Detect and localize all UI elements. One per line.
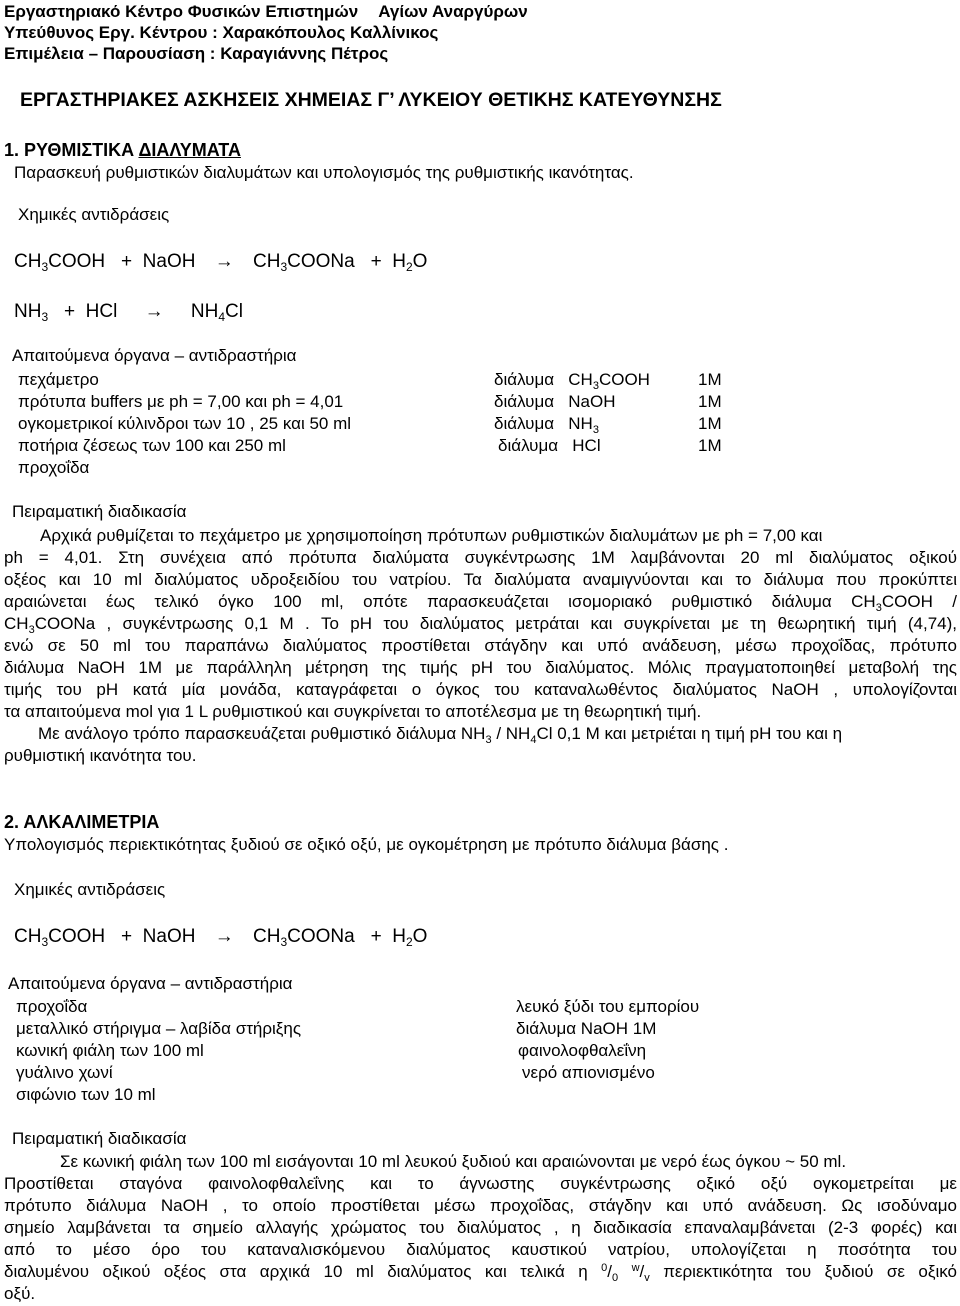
r-sub: 4 [218, 310, 226, 324]
r-text: NaOH [142, 926, 196, 947]
r-sub: 2 [405, 935, 413, 949]
s2-q6-slash2: / [639, 1262, 645, 1281]
s2-q6-slash1: / [607, 1262, 613, 1281]
section2-procedure-label: Πειραματική διαδικασία [12, 1129, 187, 1148]
s1-p5-text-b: COONa , συγκέντρωσης 0,1 M . Το pH του διαλύματος μετράται και συγκρίνεται με τη θεωρητική τιμή (4,74), [34, 614, 957, 633]
s1-procedure-line: διάλυμα NaOH 1M με παράλληλη μέτρηση της τιμής pH του διαλύματος. Μόλις πραγματοποιηθεί μεταβολή της [4, 658, 957, 677]
s2-solution: λευκό ξύδι του εμπορίου [516, 997, 700, 1016]
r-sub: 3 [41, 260, 49, 274]
section1-title-a: 1. ΡΥΘΜΙΣΤΙΚΑ [4, 140, 139, 160]
s1-instrument: ποτήρια ζέσεως των 100 και 250 ml [18, 436, 286, 455]
sol-word: διάλυμα [494, 392, 555, 411]
section2-materials-label: Απαιτούμενα όργανα – αντιδραστήρια [8, 974, 293, 993]
r-sub: 2 [405, 260, 413, 274]
r-plus: + [120, 926, 133, 947]
s2-procedure-line [4, 1262, 957, 1282]
r-text: COOH [48, 251, 106, 272]
s2-procedure-line: Προστίθεται σταγόνα φαινολοφθαλεΐνης και το άγνωστης συγκέντρωσης οξικό οξύ ογκομετρείται με [4, 1174, 957, 1193]
r-text: Cl [225, 301, 243, 322]
arrow-icon: → [214, 251, 234, 272]
section1-title-b: ΔΙΑΛΥΜΑΤΑ [138, 140, 241, 160]
section1-materials-label: Απαιτούμενα όργανα – αντιδραστήρια [12, 346, 297, 365]
s1-p10-sub1: 3 [485, 734, 492, 746]
sol-formula: HCl [572, 436, 601, 455]
lab-center-name-a: Εργαστηριακό Κέντρο Φυσικών Επιστημών [4, 2, 359, 21]
s1-reaction-2 [14, 302, 243, 322]
r-text: CH [14, 251, 42, 272]
s2-reaction-1 [14, 927, 427, 947]
sol-formula: COOH [598, 370, 650, 389]
section2-subtitle: Υπολογισμός περιεκτικότητας ξυδιού σε οξικό οξύ, με ογκομέτρηση με πρότυπο διάλυμα βάσης . [4, 835, 729, 854]
s2-procedure-line: από το μέσο όρο του καταναλισκόμενου διαλύματος καυστικού νατρίου, υπολογίζεται η ποσότητα του [4, 1240, 957, 1259]
r-text: COOH [48, 926, 106, 947]
s1-instrument: ογκομετρικοί κύλινδροι των 10 , 25 και 50 ml [18, 414, 352, 433]
sol-word: διάλυμα [494, 370, 555, 389]
r-plus: + [120, 251, 133, 272]
s1-p10-text-c: Cl 0,1 M και μετριέται η τιμή pH του και η [536, 724, 843, 743]
s1-procedure-line [4, 592, 957, 612]
section1-reactions-label: Χημικές αντιδράσεις [18, 205, 170, 224]
s2-q6-sub1: 0 [612, 1272, 619, 1284]
s1-procedure-line: Αρχικά ρυθμίζεται το πεχάμετρο με χρησιμοποίηση πρότυπων ρυθμιστικών διαλυμάτων με ph = 7,00 και [40, 526, 823, 545]
s1-reaction-1 [14, 252, 427, 272]
s1-p5-text-a: CH [4, 614, 29, 633]
r-plus: + [370, 926, 382, 947]
s2-procedure-line: πρότυπο διάλυμα NaOH , το οποίο προστίθεται μέσω προχοΐδας, στάγδην και υπό ανάδευση. Ως ισοδύναμο [4, 1196, 957, 1215]
s1-solution-conc: 1M [698, 414, 722, 433]
s1-p10-sub2: 4 [530, 734, 537, 746]
lab-editor: Επιμέλεια – Παρουσίαση : Καραγιάννης Πέτρος [4, 44, 389, 63]
sol-formula: NH [568, 414, 593, 433]
s1-solution [494, 392, 616, 412]
r-text: CH [253, 251, 281, 272]
sol-word: διάλυμα [498, 436, 559, 455]
s2-procedure-line: Σε κωνική φιάλη των 100 ml εισάγονται 10 ml λευκού ξυδιού και αραιώνονται με νερό έως όγκου ~ 50 ml. [60, 1152, 847, 1171]
section1-subtitle: Παρασκευή ρυθμιστικών διαλυμάτων και υπολογισμός της ρυθμιστικής ικανότητας. [14, 163, 634, 182]
s2-instrument: κωνική φιάλη των 100 ml [16, 1041, 204, 1060]
lab-supervisor: Υπεύθυνος Εργ. Κέντρου : Χαρακόπουλος Καλλίνικος [4, 23, 439, 42]
r-text: H [392, 926, 406, 947]
s1-procedure-line: τιμής του pH κατά μία μονάδα, καταγράφεται ο όγκος του καταναλωθέντος διαλύματος NaOH , υπολογίζονται [4, 680, 957, 699]
sol-word: διάλυμα [494, 414, 555, 433]
r-text: CH [253, 926, 281, 947]
sol-formula: CH [568, 370, 593, 389]
s1-solution-conc: 1M [698, 436, 722, 455]
r-text: HCl [85, 301, 118, 322]
r-sub: 3 [280, 935, 288, 949]
s1-p10-text-b: / NH [491, 724, 531, 743]
section2-reactions-label: Χημικές αντιδράσεις [14, 880, 166, 899]
r-text: O [412, 926, 428, 947]
r-plus: + [370, 251, 382, 272]
s2-solution: διάλυμα NaOH 1M [516, 1019, 657, 1038]
s1-procedure-line: οξέος και 10 ml διαλύματος υδροξειδίου του νατρίου. Τα διαλύματα αναμιγνύονται και το διάλυμα που προκύπτει [4, 570, 957, 589]
s2-q6-sup2: w [631, 1262, 640, 1274]
s1-solution-conc: 1M [698, 392, 722, 411]
s2-q6-sup1: 0 [601, 1262, 608, 1274]
s1-procedure-line [38, 724, 842, 744]
s1-instrument: πεχάμετρο [18, 370, 99, 389]
r-text: O [412, 251, 428, 272]
section2-title: 2. ΑΛΚΑΛΙΜΕΤΡΙΑ [4, 812, 160, 832]
s1-p4-text: αραιώνεται έως τελικό όγκο 100 ml, οπότε παρασκευάζεται ισομοριακό ρυθμιστικό διάλυμα CH [4, 592, 876, 611]
r-sub: 3 [41, 310, 49, 324]
s1-p5-sub: 3 [28, 624, 35, 636]
s1-p4-text-b: COOH / [881, 592, 957, 611]
r-text: NH [14, 301, 42, 322]
s2-instrument: προχοΐδα [16, 997, 88, 1016]
r-sub: 3 [41, 935, 49, 949]
s1-solution [494, 370, 650, 390]
s2-solution: φαινολοφθαλεΐνη [518, 1041, 647, 1060]
sol-sub: 3 [592, 380, 599, 392]
lab-center-name-b: Αγίων Αναργύρων [378, 2, 528, 21]
r-plus: + [63, 301, 76, 322]
section1-procedure-label: Πειραματική διαδικασία [12, 502, 187, 521]
s1-procedure-line [4, 614, 957, 634]
s2-q6-sub2: v [644, 1272, 650, 1284]
s2-instrument: γυάλινο χωνί [16, 1063, 113, 1082]
r-text: NH [190, 301, 219, 322]
s1-instrument: προχοΐδα [18, 458, 90, 477]
s2-procedure-line: σημείο λαμβάνεται τα σημείο αλλαγής χρώματος του διαλύματος , η διαδικασία επαναλαμβάνεται (2-3 φορές) και [4, 1218, 957, 1237]
s1-procedure-line: ρυθμιστική ικανότητα του. [4, 746, 197, 765]
s1-instrument: πρότυπα buffers με ph = 7,00 και ph = 4,01 [18, 392, 344, 411]
r-sub: 3 [280, 260, 288, 274]
s2-q6-text-a: διαλυμένου οξικού οξέος στα αρχικά 10 ml διαλύματος και τελικά η [4, 1262, 602, 1281]
arrow-icon: → [214, 926, 234, 947]
s2-solution: νερό απιονισμένο [522, 1063, 655, 1082]
s1-solution [494, 414, 599, 434]
sol-formula: NaOH [568, 392, 616, 411]
r-text: H [392, 251, 406, 272]
s1-solution [498, 436, 601, 456]
s2-procedure-line: οξύ. [4, 1284, 36, 1303]
s2-instrument: σιφώνιο των 10 ml [16, 1085, 156, 1104]
sol-sub: 3 [592, 424, 599, 436]
arrow-icon: → [144, 301, 164, 322]
s1-procedure-line: τα απαιτούμενα mol για 1 L ρυθμιστικού και συγκρίνεται το αποτέλεσμα με τη θεωρητική τιμή. [4, 702, 702, 721]
s1-p4-sub: 3 [875, 602, 882, 614]
lab-center-name [4, 2, 528, 22]
s1-p10-text-a: Με ανάλογο τρόπο παρασκευάζεται ρυθμιστικό διάλυμα NH [38, 724, 486, 743]
s2-instrument: μεταλλικό στήριγμα – λαβίδα στήριξης [16, 1019, 302, 1038]
section1-title [4, 140, 241, 160]
s1-procedure-line: ενώ σε 50 ml του παραπάνω διαλύματος προστίθεται στάγδην και υπό ανάδευση, μέσω προχοΐδας, πρότυπο [4, 636, 957, 655]
s1-solution-conc: 1M [698, 370, 722, 389]
main-title: ΕΡΓΑΣΤΗΡΙΑΚΕΣ ΑΣΚΗΣΕΙΣ ΧΗΜΕΙΑΣ Γ’ ΛΥΚΕΙΟΥ ΘΕΤΙΚΗΣ ΚΑΤΕΥΘΥΝΣΗΣ [20, 89, 722, 111]
s2-q6-text-d: περιεκτικότητα του ξυδιού σε οξικό [649, 1262, 957, 1281]
r-text: COONa [287, 926, 355, 947]
r-text: NaOH [142, 251, 196, 272]
s1-procedure-line: ph = 4,01. Στη συνέχεια από πρότυπα διαλύματα συγκέντρωσης 1M λαμβάνονται 20 ml διαλύματος οξικού [4, 548, 957, 567]
r-text: CH [14, 926, 42, 947]
r-text: COONa [287, 251, 355, 272]
